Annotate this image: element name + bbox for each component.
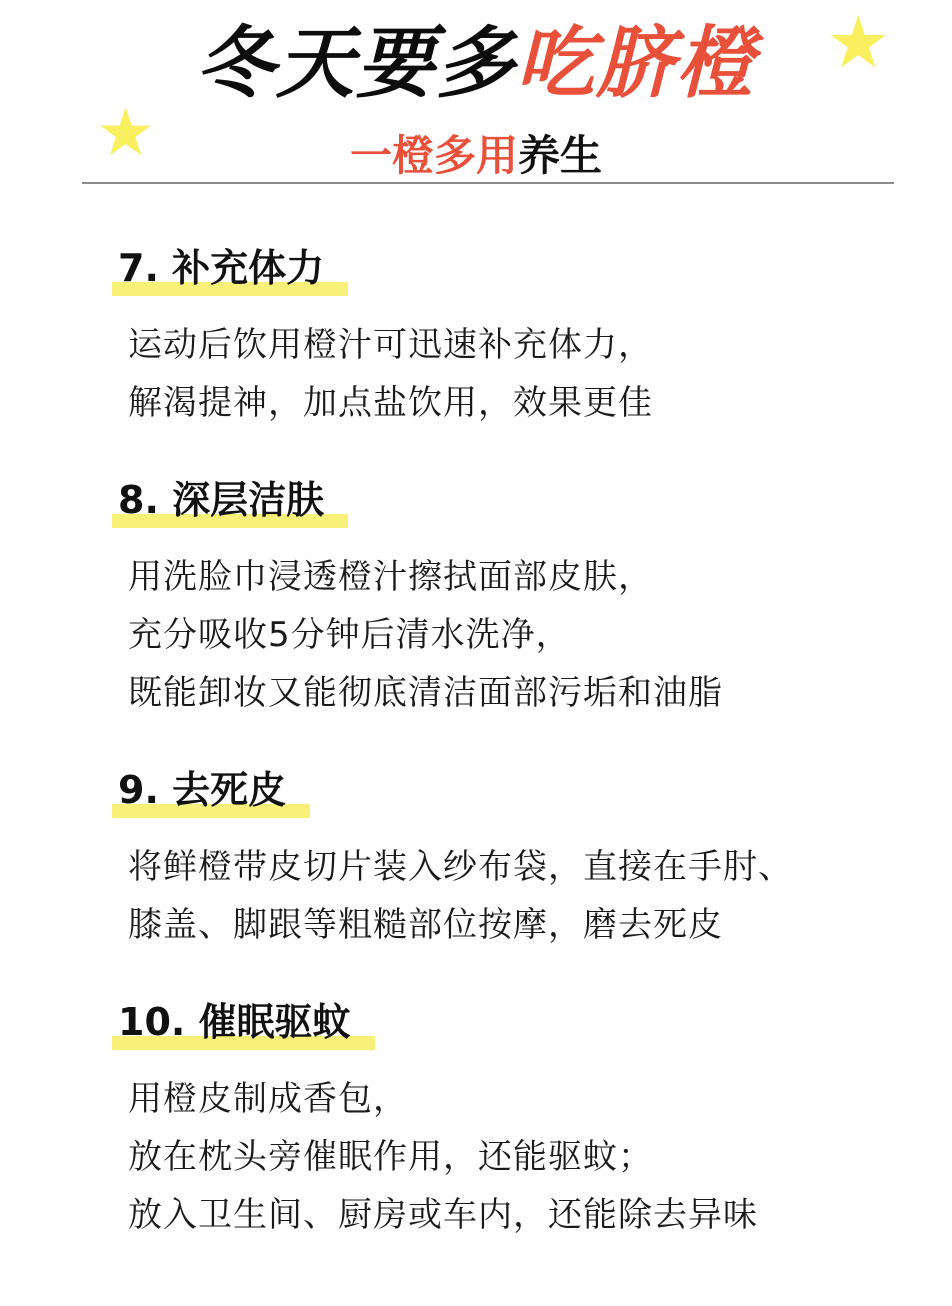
page-title	[0, 16, 952, 112]
section-body	[128, 1070, 758, 1244]
section-heading	[112, 240, 348, 304]
body-line: 用橙皮制成香包，	[128, 1079, 408, 1119]
body-line: 将鲜橙带皮切片装入纱布袋，直接在手肘、	[128, 847, 793, 887]
body-line: 用洗脸巾浸透橙汁擦拭面部皮肤，	[128, 557, 653, 597]
section-heading	[112, 472, 348, 536]
section-body	[128, 548, 723, 722]
body-line: 放入卫生间、厨房或车内，还能除去异味	[128, 1195, 758, 1235]
section-heading	[112, 994, 375, 1058]
section-heading-text: 8. 深层洁肤	[118, 478, 325, 522]
body-line: 充分吸收5分钟后清水洗净，	[128, 615, 571, 655]
page-subtitle	[0, 128, 952, 184]
body-line: 放在枕头旁催眠作用，还能驱蚊；	[128, 1137, 653, 1177]
body-line: 运动后饮用橙汁可迅速补充体力，	[128, 325, 653, 365]
section-heading	[112, 762, 310, 826]
section-body	[128, 316, 653, 432]
section-heading-text: 10. 催眠驱蚊	[118, 1000, 351, 1044]
subtitle-part-red: 一橙多用	[349, 131, 518, 180]
header-divider	[82, 182, 894, 184]
section-body	[128, 838, 793, 954]
subtitle-part-black: 养生	[518, 131, 603, 180]
star-icon: ★	[96, 94, 156, 171]
title-part-red: 吃脐橙	[516, 19, 757, 109]
star-icon: ★	[826, 0, 891, 84]
body-line: 解渴提神，加点盐饮用，效果更佳	[128, 383, 653, 423]
body-line: 既能卸妆又能彻底清洁面部污垢和油脂	[128, 673, 723, 713]
section-heading-text: 7. 补充体力	[118, 246, 325, 290]
title-part-black: 冬天要多	[195, 19, 516, 109]
body-line: 膝盖、脚跟等粗糙部位按摩，磨去死皮	[128, 905, 723, 945]
section-heading-text: 9. 去死皮	[118, 768, 287, 812]
